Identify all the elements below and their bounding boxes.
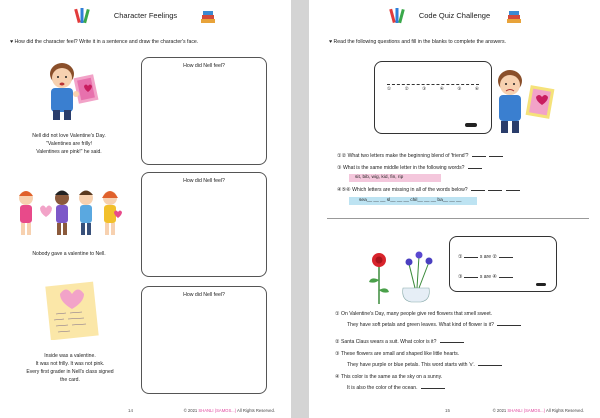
answer-blank[interactable] — [478, 361, 502, 366]
question-4: ① On Valentine's Day, many people give red flowers that smell sweet. They have soft petals and green leaves. What kind of flower is it? — [335, 311, 597, 328]
signed-valentine-card-illustration — [40, 280, 104, 340]
code-slot[interactable]: ③ — [422, 86, 427, 91]
heart-bullet-icon: ♥ — [10, 39, 14, 45]
board-eraser — [536, 283, 546, 286]
question-3: ④⑤⑥ Which letters are missing in all of the words below? — [337, 186, 597, 193]
story-passage-3: Inside was a valentine. It was not frilly. It was not pink. Every first grader in Nell's class signed the card. — [26, 353, 114, 383]
code-slot[interactable]: ② — [404, 86, 409, 91]
story-passage-2: Nobody gave a valentine to Nell. — [32, 251, 106, 257]
right-header — [309, 6, 600, 26]
instruction: ♥ Read the following questions and fill in the blanks to complete the answers. — [329, 39, 506, 45]
code-slot[interactable]: ① — [387, 86, 392, 91]
answer-box-3[interactable]: How did Nell feel? — [141, 286, 267, 394]
answer-blank[interactable] — [464, 273, 478, 278]
answer-blank[interactable] — [471, 186, 485, 191]
question-2: ③ What is the same middle letter in the following words? — [337, 164, 597, 171]
answer-blank[interactable] — [499, 273, 513, 278]
board-eraser — [465, 123, 477, 127]
board-answer-line — [387, 84, 479, 85]
instruction: ♥ How did the character feel? Write it in a sentence and draw the character's face. — [10, 39, 199, 45]
answer-box-2[interactable]: How did Nell feel? — [141, 172, 267, 277]
answer-blank[interactable] — [497, 321, 521, 326]
left-header — [0, 6, 291, 26]
heart-bullet-icon: ♥ — [329, 39, 333, 45]
section-divider — [327, 218, 589, 219]
answer-blank[interactable] — [464, 253, 478, 258]
word-list-highlight: sit, bib, wig, kid, fin, rip — [349, 174, 441, 182]
page-number: 14 — [128, 408, 134, 413]
board-line-2: ③ s are ④ — [458, 273, 513, 280]
question-6: ③ These flowers are small and shaped like little hearts. They have purple or blue petals. This word starts with 'v'. — [335, 351, 597, 368]
copyright: © 2021 SHANLI (SAMOS...) All Rights Reserved. — [183, 408, 275, 413]
boy-holding-valentine-illustration — [38, 58, 108, 122]
page-title: Code Quiz Challenge — [418, 11, 491, 20]
copyright: © 2021 SHANLI (SAMOS...) All Rights Reserved. — [492, 408, 584, 413]
answer-box-1[interactable]: How did Nell feel? — [141, 57, 267, 165]
answer-blank[interactable] — [506, 186, 520, 191]
page-gutter — [291, 0, 309, 418]
answer-blank[interactable] — [499, 253, 513, 258]
books-icon — [198, 6, 218, 26]
left-page — [0, 0, 291, 418]
code-slot[interactable]: ④ — [439, 86, 444, 91]
code-board-2 — [449, 236, 557, 292]
question-1: ①② What two letters make the beginning blend of 'friend'? — [337, 152, 597, 159]
books-icon — [504, 6, 524, 26]
story-passage-1: Nell did not love Valentine's Day. "Valentines are frilly! Valentines are pink!" he said. — [32, 133, 106, 155]
board-line-1: ① s are ② — [458, 253, 513, 260]
right-page — [309, 0, 600, 418]
code-slot[interactable]: ⑥ — [474, 86, 479, 91]
question-7: ④ This color is the same as the sky on a sunny. It is also the color of the ocean. — [335, 374, 597, 391]
answer-blank[interactable] — [440, 338, 464, 343]
code-slot[interactable]: ⑤ — [457, 86, 462, 91]
missing-letters-highlight: sea__ __ __ sl__ __ __ chil__ __ __ ba__ __ __ — [349, 197, 477, 205]
question-5: ② Santa Claus wears a suit. What color is it? — [335, 338, 597, 345]
page-number: 15 — [445, 408, 451, 413]
answer-blank[interactable] — [472, 152, 486, 157]
rose-and-violets-illustration — [365, 250, 445, 306]
answer-blank[interactable] — [468, 164, 482, 169]
answer-blank[interactable] — [421, 384, 445, 389]
boy-frowning-valentine-illustration — [492, 65, 564, 135]
code-board-1 — [374, 61, 492, 134]
board-code-slots — [387, 86, 479, 92]
children-with-valentines-illustration — [14, 186, 126, 238]
answer-blank[interactable] — [488, 186, 502, 191]
answer-blank[interactable] — [489, 152, 503, 157]
page-title: Character Feelings — [113, 11, 178, 20]
